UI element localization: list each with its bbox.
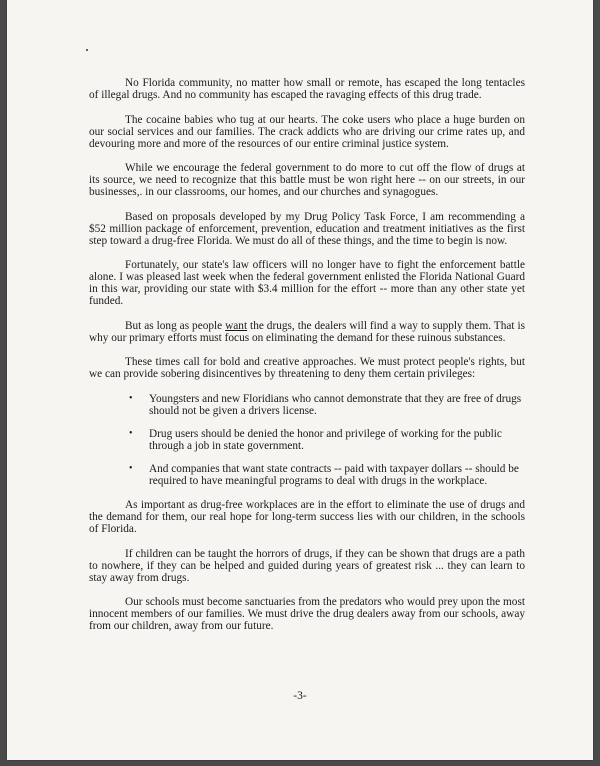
demand-text-after: the drugs, the dealers will find a way to supply them. That is why our primary efforts must focus on eliminating the demand for these ruinous substances. bbox=[89, 319, 525, 344]
paragraph-community: No Florida community, no matter how small or remote, has escaped the long tentacles of illegal drugs. And no community has escaped the ravaging effects of this drug trade. bbox=[89, 77, 525, 101]
document-body bbox=[89, 77, 525, 645]
paragraph-sanctuaries: Our schools must become sanctuaries from the predators who would prey upon the most innocent members of our families. We must drive the drug dealers away from our schools, away from our children, away from our future. bbox=[89, 596, 525, 632]
bullet-icon: • bbox=[129, 427, 133, 439]
paragraph-federal-government: While we encourage the federal government to do more to cut off the flow of drugs at its source, we need to recognize that this battle must be won right here -- on our streets, in our businesses,. in our classrooms, our homes, and our churches and synagogues. bbox=[89, 162, 525, 198]
demand-underlined-word: want bbox=[225, 319, 248, 332]
paragraph-cocaine-babies: The cocaine babies who tug at our hearts. The coke users who place a huge burden on our social services and our families. The crack addicts who are driving our crime rates up, and devouring more and more of the resources of our entire criminal justice system. bbox=[89, 113, 525, 150]
list-item bbox=[89, 463, 525, 487]
list-item bbox=[89, 393, 525, 417]
list-item-text: Youngsters and new Floridians who cannot demonstrate that they are free of drugs should not be given a drivers license. bbox=[149, 392, 522, 417]
paragraph-national-guard: Fortunately, our state's law officers will no longer have to fight the enforcement battle alone. I was pleased last week when the federal government enlisted the Florida National Guard in this war, providing our state with $3.4 million for the effort -- more than any other state yet funded. bbox=[89, 259, 525, 307]
page-number: -3- bbox=[293, 690, 307, 702]
paragraph-demand bbox=[89, 320, 525, 344]
bullet-icon: • bbox=[129, 392, 133, 404]
list-item-text: Drug users should be denied the honor and privilege of working for the public through a job in state government. bbox=[149, 427, 502, 452]
list-item bbox=[89, 428, 525, 452]
paragraph-privileges-intro: These times call for bold and creative approaches. We must protect people's rights, but we can provide sobering disincentives by threatening to deny them certain privileges: bbox=[89, 356, 525, 380]
demand-text-before: But as long as people bbox=[125, 319, 226, 332]
paragraph-task-force: Based on proposals developed by my Drug Policy Task Force, I am recommending a $52 million package of enforcement, prevention, education and treatment initiatives as the first step toward a drug-free Florida. We must do all of these things, and the time to begin is now. bbox=[89, 210, 525, 247]
list-item-text: And companies that want state contracts -- paid with taxpayer dollars -- should be required to have meaningful programs to deal with drugs in the workplace. bbox=[149, 462, 519, 487]
paragraph-children: If children can be taught the horrors of drugs, if they can be shown that drugs are a path to nowhere, if they can be helped and guided during years of greatest risk ... they can learn to stay away from drugs. bbox=[89, 547, 525, 584]
scan-speck bbox=[86, 49, 88, 51]
document-page bbox=[7, 0, 593, 760]
privileges-list bbox=[89, 393, 525, 487]
paragraph-drug-free-workplaces: As important as drug-free workplaces are in the effort to eliminate the use of drugs and the demand for them, our real hope for long-term success lies with our children, in the schools of Florida. bbox=[89, 499, 525, 535]
bullet-icon: • bbox=[129, 462, 133, 474]
